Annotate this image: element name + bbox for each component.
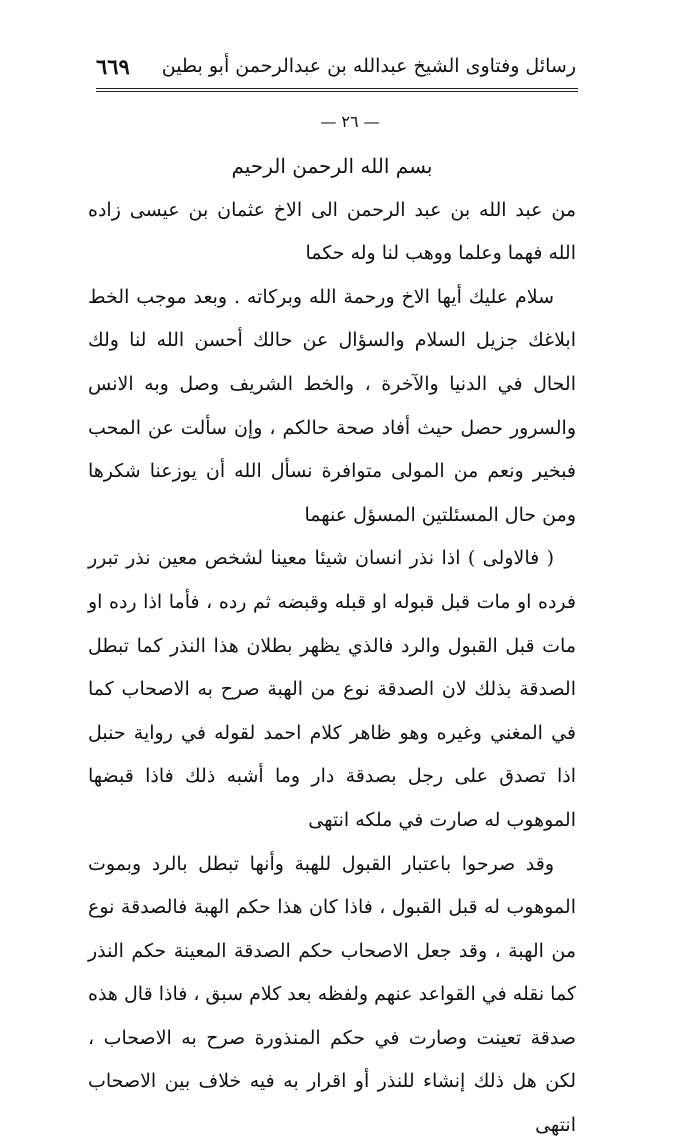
paragraph-salutation: من عبد الله بن عبد الرحمن الى الاخ عثمان بن عيسى زاده الله فهما وعلما ووهب لنا وله حكما — [88, 198, 576, 265]
paragraph-greeting: سلام عليك أيها الاخ ورحمة الله وبركاته . وبعد موجب الخط ابلاغك جزيل السلام والسؤال عن حالك أحسن الله لنا ولك الحال في الدنيا والآخرة ، والخط الشريف وصل وبه الانس والسرور حصل حيث أفاد صحة حالكم ، وإن سألت عن المحب فبخير ونعم من المولى متوافرة نسأل الله أن يوزعنا شكرها ومن حال المسئلتين المسؤل عنهما — [88, 285, 576, 526]
paragraph-first-question: ( فالاولى ) اذا نذر انسان شيئا معينا لشخص معين نذر تبرر فرده او مات قبل قبوله او قبله وقبضه ثم رده ، فأما اذا رده او مات قبل القبول والرد فالذي يظهر بطلان هذا النذر كما تبطل الصدقة بذلك لان الصدقة نوع من الهبة صرح به الاصحاب كما في المغني وغيره وهو ظاهر كلام احمد لقوله في رواية حنبل اذا تصدق على رجل بصدقة دار وما أشبه ذلك فاذا قبضها الموهوب له صارت في ملكه انتهى — [88, 547, 576, 831]
header-rule — [96, 88, 578, 89]
header-rule-double — [96, 91, 578, 92]
paragraph-continuation: وقد صرحوا باعتبار القبول للهبة وأنها تبطل بالرد وبموت الموهوب له قبل القبول ، فاذا كان هذا حكم الهبة فالصدقة نوع من الهبة ، وقد جعل الاصحاب حكم الصدقة المعينة حكم النذر كما نقله في القواعد عنهم ولفظه بعد كلام سبق ، فاذا قال هذه صدقة تعينت وصارت في حكم المنذورة صرح به الاصحاب ، لكن هل ذلك إنشاء للنذر أو اقرار به فيه خلاف بين الاصحاب انتهى — [88, 852, 576, 1137]
basmala: بسم الله الرحمن الرحيم — [231, 154, 433, 178]
page-header — [96, 46, 576, 86]
body-text — [88, 145, 576, 1148]
letter-number: — ٢٦ — — [320, 112, 380, 131]
header-title: رسائل وفتاوى الشيخ عبدالله بن عبدالرحمن أبو بطين — [161, 55, 576, 77]
page-number: ٦٦٩ — [96, 53, 130, 79]
